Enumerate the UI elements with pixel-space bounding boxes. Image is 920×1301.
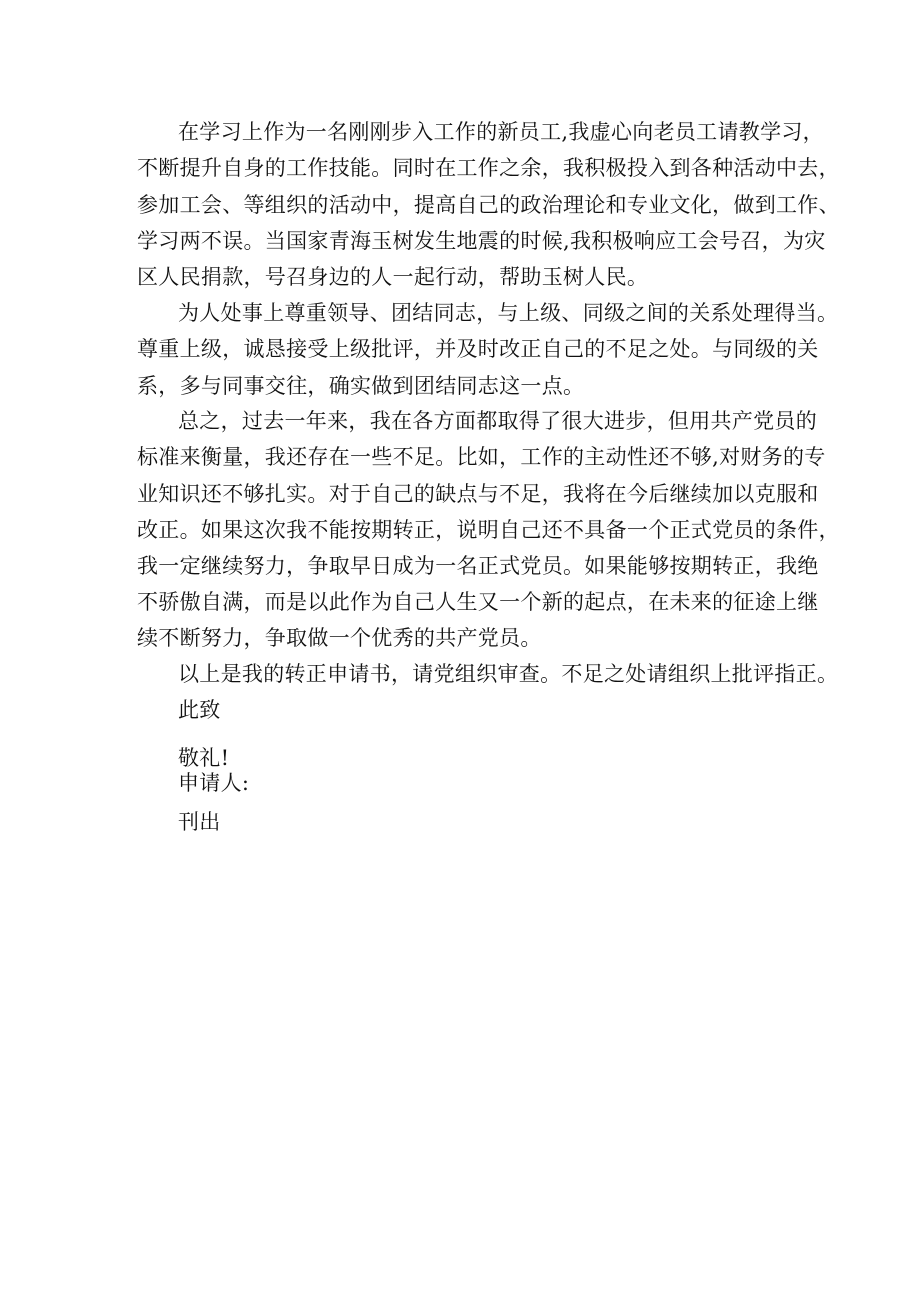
text-line: 系，多与同事交往，确实做到团结同志这一点。 xyxy=(137,374,585,398)
text-line: 参加工会、等组织的活动中，提高自己的政治理论和专业文化，做到工作、 xyxy=(137,193,840,217)
text-line: 总之，过去一年来，我在各方面都取得了很大进步，但用共产党员的 xyxy=(178,409,817,433)
text-line: 改正。如果这次我不能按期转正，说明自己还不具备一个正式党员的条件， xyxy=(137,518,840,542)
text-line: 业知识还不够扎实。对于自己的缺点与不足，我将在今后继续加以克服和 xyxy=(137,482,819,506)
closing: 此致 xyxy=(178,698,221,722)
text-line: 学习两不误。当国家青海玉树发生地震的时候,我积极响应工会号召，为灾 xyxy=(137,229,826,253)
text-line: 区人民捐款，号召身边的人一起行动，帮助玉树人民。 xyxy=(137,265,649,289)
text-line: 为人处事上尊重领导、团结同志，与上级、同级之间的关系处理得当。 xyxy=(178,301,839,325)
text-line: 不断提升自身的工作技能。同时在工作之余，我积极投入到各种活动中去， xyxy=(137,156,840,180)
text-line: 我一定继续努力，争取早日成为一名正式党员。如果能够按期转正，我绝 xyxy=(137,554,819,578)
salute: 敬礼! xyxy=(178,746,230,770)
text-line: 以上是我的转正申请书，请党组织审查。不足之处请组织上批评指正。 xyxy=(178,662,839,686)
signature: 刊出 xyxy=(178,810,221,834)
text-line: 不骄傲自满，而是以此作为自己人生又一个新的起点，在未来的征途上继 xyxy=(137,590,819,614)
text-line: 尊重上级，诚恳接受上级批评，并及时改正自己的不足之处。与同级的关 xyxy=(137,337,819,361)
text-line: 标准来衡量，我还存在一些不足。比如，工作的主动性还不够,对财务的专 xyxy=(137,445,826,469)
text-line: 续不断努力，争取做一个优秀的共产党员。 xyxy=(137,626,542,650)
text-line: 在学习上作为一名刚刚步入工作的新员工,我虚心向老员工请教学习， xyxy=(178,120,824,144)
applicant-label: 申请人: xyxy=(178,771,250,795)
